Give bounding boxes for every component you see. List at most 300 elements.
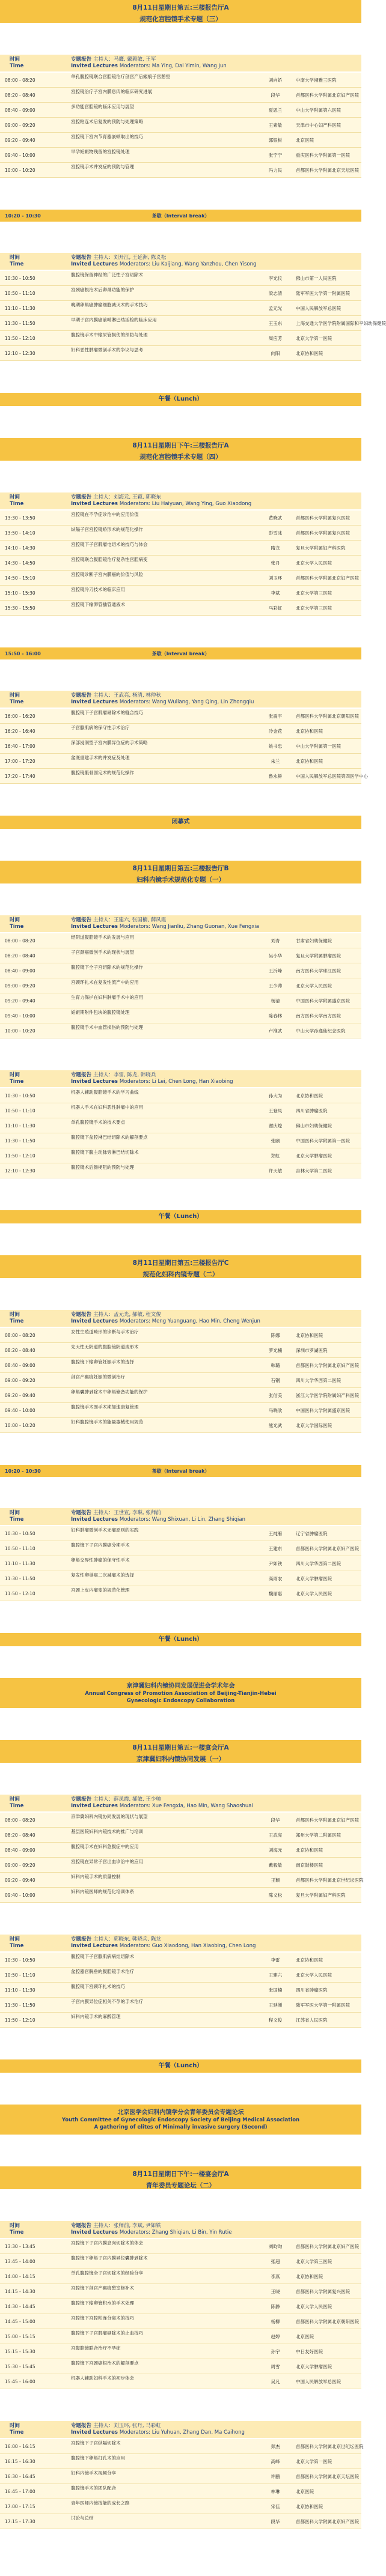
row-time: 10:50 - 11:10 xyxy=(5,1546,35,1551)
row-speaker: 张超 xyxy=(271,2259,280,2264)
row-speaker: 刘青 xyxy=(271,938,280,944)
row-affiliation: 首都医科大学附属复兴医院 xyxy=(296,515,350,521)
moderator-prefix: 主持人： xyxy=(93,1796,114,1802)
moderator-prefix-en: Moderators: xyxy=(119,63,152,69)
row-affiliation: 佛山市第一人民医院 xyxy=(296,276,337,281)
table-row xyxy=(0,2454,361,2469)
row-time: 08:00 - 08:20 xyxy=(5,1333,35,1338)
row-speaker: 李燕 xyxy=(271,2274,280,2279)
lecture-label: Invited Lectures xyxy=(71,1318,120,1324)
row-title: 腹腔镜手术中输尿管损伤的预防与处理 xyxy=(71,332,148,338)
table-row xyxy=(0,316,386,331)
table-row xyxy=(0,709,361,724)
row-title: 妇科内镜手术的麻醉管理 xyxy=(71,2014,121,2019)
moderator-prefix: 主持人： xyxy=(93,917,114,923)
lecture-label: Invited Lectures xyxy=(71,1079,120,1085)
moderators-line-en xyxy=(71,1318,260,1325)
table-row xyxy=(0,1418,361,1433)
row-speaker: 杨柳 xyxy=(271,2319,280,2324)
moderator-names-cn: 刘海元, 王颖, 郭晓东 xyxy=(113,494,161,500)
table-row xyxy=(0,963,361,978)
report-label: 专题报告 xyxy=(71,2223,93,2229)
lecture-label: Invited Lectures xyxy=(71,924,120,930)
table-row xyxy=(0,1953,361,1968)
row-title: 单孔腹腔镜手术的技术要点 xyxy=(71,1120,125,1125)
row-affiliation: 中山大学孙逸仙纪念医院 xyxy=(296,1028,346,1034)
row-title: 腹腔镜下子宫肌瘤剔除术的止血技巧 xyxy=(71,2330,143,2336)
row-time: 16:45 - 17:00 xyxy=(5,2489,35,2494)
row-time: 10:30 - 10:50 xyxy=(5,1093,35,1099)
row-affiliation: 北京大学肿瘤医院 xyxy=(296,1576,332,1581)
row-affiliation: 首都医科大学附属北京天坛医院 xyxy=(296,168,359,173)
row-speaker: 杨清 xyxy=(271,998,280,1004)
row-title: 腹腔镜手术围手术期加速康复管理 xyxy=(71,1404,139,1410)
time-label-en: Time xyxy=(10,1803,24,1809)
row-title: 宫腔镜下宫腔粘连分离术的技巧 xyxy=(71,2315,134,2321)
moderator-names-en: Wang Shixuan, Li Lin, Zhang Shiqian xyxy=(152,1517,245,1523)
row-time: 11:30 - 11:50 xyxy=(5,321,35,326)
row-time: 11:30 - 11:50 xyxy=(5,1576,35,1581)
row-affiliation: 首都医科大学附属复兴医院 xyxy=(296,2289,350,2294)
row-time: 11:10 - 11:30 xyxy=(5,1123,35,1129)
session-table-header xyxy=(0,2221,361,2238)
row-time: 14:10 - 14:30 xyxy=(5,545,35,551)
row-affiliation: 中国人民解放军总医院第四医学中心 xyxy=(296,774,368,779)
report-label: 专题报告 xyxy=(71,494,93,500)
row-title: 深部浸润型子宫内膜异位症的手术策略 xyxy=(71,740,148,745)
moderators-header xyxy=(71,56,227,70)
row-affiliation: 北京大学人民医院 xyxy=(296,1591,332,1596)
row-speaker: 王颖 xyxy=(271,1877,280,1883)
session-table-header xyxy=(0,691,361,708)
row-title: 宫腔镜下子宫肌瘤电切术的技巧与体会 xyxy=(71,542,148,547)
table-row xyxy=(0,148,361,163)
time-column-header xyxy=(10,2423,23,2436)
table-row xyxy=(0,1813,361,1828)
row-title: 妇科恶性肿瘤微创手术的争议与思考 xyxy=(71,347,143,353)
table-row xyxy=(0,1373,361,1388)
row-time: 11:30 - 11:50 xyxy=(5,2002,35,2008)
moderator-prefix-en: Moderators: xyxy=(119,1079,152,1085)
row-title: 讨论与总结 xyxy=(71,2515,94,2521)
row-time: 10:00 - 10:20 xyxy=(5,168,35,173)
moderator-names-cn: 王世宣, 李琳, 张师前 xyxy=(113,1510,161,1516)
session-table-header xyxy=(0,492,361,509)
row-speaker: 朱兰 xyxy=(271,759,280,764)
row-time: 16:00 - 16:20 xyxy=(5,714,35,719)
time-column-header xyxy=(10,2223,23,2236)
tea-break-row xyxy=(0,1465,361,1477)
moderators-line-en xyxy=(71,2429,245,2436)
lecture-label: Invited Lectures xyxy=(71,2429,120,2435)
moderators-line-cn xyxy=(71,692,254,699)
moderators-line-en xyxy=(71,924,259,930)
row-time: 08:40 - 09:00 xyxy=(5,968,35,974)
row-affiliation: 首都医科大学附属北京世纪坛医院 xyxy=(296,2444,364,2449)
moderator-names-en: Guo Xiaodong, Han Xiaobing, Chen Long xyxy=(152,1943,256,1949)
row-affiliation: 北京协和医院 xyxy=(296,2274,323,2279)
row-speaker: 李雷 xyxy=(271,1957,280,1963)
time-column-header xyxy=(10,255,23,268)
session-rows xyxy=(0,709,368,784)
row-speaker: 石钢 xyxy=(271,1378,280,1383)
row-time: 16:20 - 16:40 xyxy=(5,729,35,734)
row-time: 15:30 - 15:45 xyxy=(5,2364,35,2369)
moderator-prefix-en: Moderators: xyxy=(119,2229,152,2235)
row-title: 生育力保护在妇科肿瘤手术中的应用 xyxy=(71,995,143,1000)
row-time: 15:10 - 15:30 xyxy=(5,590,35,596)
moderators-header xyxy=(71,2423,245,2436)
time-column-header xyxy=(10,494,23,508)
table-row xyxy=(0,1403,361,1418)
moderators-line-en xyxy=(71,1803,253,1810)
session-rows xyxy=(0,1328,361,1433)
table-row xyxy=(0,1968,361,1983)
row-affiliation: 北京大学第一医院 xyxy=(296,336,332,341)
moderators-header xyxy=(71,1936,256,1950)
moderators-header xyxy=(71,494,251,508)
time-label-en: Time xyxy=(10,2229,24,2235)
row-affiliation: 中国医科大学附属盛京医院 xyxy=(296,998,350,1004)
row-speaker: 陈义松 xyxy=(268,1893,283,1898)
time-label-en: Time xyxy=(10,1943,24,1949)
row-speaker: 程文俊 xyxy=(268,2017,283,2023)
row-affiliation: 北京医院 xyxy=(296,2334,314,2339)
row-affiliation: 陆军军医大学第一附属医院 xyxy=(296,291,350,296)
row-affiliation: 首都医科大学附属北京妇产医院 xyxy=(296,1546,359,1551)
row-speaker: 段华 xyxy=(271,92,280,98)
break-label: 茶歇（Interval break） xyxy=(152,213,210,219)
report-label: 专题报告 xyxy=(71,1510,93,1516)
row-affiliation: 北京大学人民医院 xyxy=(296,1972,332,1978)
row-affiliation: 四川大学华西第二医院 xyxy=(296,1378,341,1383)
row-title: 腹腔镜下卵巢打孔术的应用 xyxy=(71,2455,125,2461)
row-affiliation: 辽宁省肿瘤医院 xyxy=(296,1531,328,1536)
row-affiliation: 首都医科大学附属北京世纪坛医院 xyxy=(296,1877,364,1883)
row-time: 08:40 - 09:00 xyxy=(5,108,35,113)
row-title: 腹腔镜下宫颈环扎术的技巧 xyxy=(71,1984,125,1989)
time-label-cn: 时间 xyxy=(10,255,20,261)
moderator-prefix: 主持人： xyxy=(93,255,114,261)
session-table-header xyxy=(0,2421,361,2438)
row-time: 14:50 - 15:10 xyxy=(5,575,35,581)
row-title: 宫腔镜下输卵管插管通液术 xyxy=(71,602,125,607)
row-time: 08:40 - 09:00 xyxy=(5,1847,35,1853)
time-column-header xyxy=(10,1510,23,1523)
row-time: 09:00 - 09:20 xyxy=(5,983,35,989)
row-affiliation: 四川省肿瘤医院 xyxy=(296,1108,328,1114)
row-time: 17:00 - 17:15 xyxy=(5,2504,35,2509)
table-row xyxy=(0,1828,361,1843)
moderators-header xyxy=(71,1796,253,1810)
row-time: 17:20 - 17:40 xyxy=(5,774,35,779)
row-speaker: 向阳 xyxy=(271,351,280,356)
row-affiliation: 北京医院 xyxy=(296,2489,314,2494)
moderators-line-en xyxy=(71,2229,232,2236)
table-row xyxy=(0,1358,361,1373)
row-affiliation: 北京大学肿瘤医院 xyxy=(296,1153,332,1159)
row-affiliation: 首都医科大学附属北京妇产医院 xyxy=(296,1817,359,1823)
moderators-line-cn xyxy=(71,494,251,501)
row-title: 宫腔粘连术后复发的预防与处理策略 xyxy=(71,119,143,124)
row-title: 宫腔镜下子宫纵隔切除术 xyxy=(71,2440,121,2446)
time-label-en: Time xyxy=(10,63,24,69)
row-affiliation: 深圳市罗湖医院 xyxy=(296,1348,328,1353)
time-column-header xyxy=(10,1796,23,1810)
report-label: 专题报告 xyxy=(71,1936,93,1942)
table-row xyxy=(0,1556,361,1571)
table-row xyxy=(0,1388,361,1403)
table-row xyxy=(0,286,361,301)
forum-banner xyxy=(0,2105,361,2135)
row-affiliation: 北京协和医院 xyxy=(296,1333,323,1338)
moderator-names-en: Liu Haiyuan, Wang Ying, Guo Xiaodong xyxy=(152,501,252,507)
row-title: 子宫内膜异位症相关不孕的手术治疗 xyxy=(71,1999,143,2004)
session-rows xyxy=(0,1813,364,1903)
table-row xyxy=(0,1118,361,1133)
row-title: 腹腔镜手术中血管损伤的预防与处理 xyxy=(71,1025,143,1030)
moderators-header xyxy=(71,1312,260,1325)
table-row xyxy=(0,1103,361,1118)
table-row xyxy=(0,163,361,178)
row-title: 宫腔镜治疗子宫内膜息肉的临床研究进展 xyxy=(71,89,152,94)
row-speaker: 彭雪冰 xyxy=(268,530,283,536)
row-speaker: 戴毅敏 xyxy=(268,1862,283,1868)
table-row xyxy=(0,1858,361,1873)
row-title: 早期子宫内膜癌前哨淋巴结活检的临床应用 xyxy=(71,317,157,323)
row-affiliation: 复旦大学附属妇产科医院 xyxy=(296,545,346,551)
moderator-names-cn: 薛凤霞, 郝敏, 王少帅 xyxy=(113,1796,161,1802)
row-speaker: 夏恩兰 xyxy=(268,108,283,113)
row-time: 15:15 - 15:30 xyxy=(5,2349,35,2354)
table-row xyxy=(0,511,361,526)
break-time: 10:20 - 10:30 xyxy=(5,213,41,219)
row-speaker: 陈娜 xyxy=(271,1333,280,1338)
row-title: 盆腔器官脱垂的腹腔镜手术治疗 xyxy=(71,1969,134,1974)
table-row xyxy=(0,73,361,88)
moderator-prefix-en: Moderators: xyxy=(119,2429,152,2435)
row-time: 11:50 - 12:10 xyxy=(5,2017,35,2023)
row-time: 11:10 - 11:30 xyxy=(5,1987,35,1993)
moderators-line-en xyxy=(71,699,254,706)
row-title: 京津冀妇科内镜协同发展的现状与展望 xyxy=(71,1814,148,1819)
session-rows xyxy=(0,1953,361,2028)
moderators-line-en xyxy=(71,501,251,508)
table-row xyxy=(0,1163,361,1178)
row-affiliation: 天津市中心妇产科医院 xyxy=(296,123,341,128)
moderator-names-cn: 孟元光, 郝敏, 程文俊 xyxy=(113,1312,161,1318)
row-affiliation: 中国医科大学附属盛京医院 xyxy=(296,1408,350,1413)
session-rows xyxy=(0,1088,361,1178)
lecture-label: Invited Lectures xyxy=(71,63,120,69)
moderator-prefix-en: Moderators: xyxy=(119,1803,152,1809)
row-affiliation: 复旦大学附属妇产科医院 xyxy=(296,1893,346,1898)
row-affiliation: 北京大学人民医院 xyxy=(296,560,332,566)
row-time: 12:10 - 12:30 xyxy=(5,1168,35,1174)
row-title: 女性生殖道畸形的诊断与手术治疗 xyxy=(71,1329,139,1335)
table-row xyxy=(0,133,361,148)
row-title: 纵隔子宫宫腔镜矫形术的规范化操作 xyxy=(71,527,143,532)
session-venue: 8月11日星期日下午:一楼宴会厅A xyxy=(132,2171,229,2178)
row-speaker: 王沂峰 xyxy=(268,968,283,974)
row-time: 16:30 - 16:45 xyxy=(5,2474,35,2479)
row-speaker: 王玉东 xyxy=(268,321,283,326)
row-time: 10:30 - 10:50 xyxy=(5,1957,35,1963)
row-title: 腹腔镜骶骨固定术的规范化操作 xyxy=(71,770,134,775)
table-row xyxy=(0,1328,361,1343)
table-row xyxy=(0,1148,361,1163)
table-row xyxy=(0,2359,361,2374)
forum-title-cn: 北京医学会妇科内镜学分会青年委员会专题论坛 xyxy=(117,2109,244,2116)
moderator-names-cn: 王武亮, 杨清, 林仲秋 xyxy=(113,692,161,699)
tea-break-row xyxy=(0,647,361,659)
row-title: 宫颈上皮内瘤变的规范化管理 xyxy=(71,1587,130,1593)
row-title: 基层医院妇科内镜技术的推广与培训 xyxy=(71,1829,143,1834)
row-title: 宫腔镜在不孕症诊治中的应用价值 xyxy=(71,512,139,517)
row-speaker: 王建东 xyxy=(268,1546,283,1551)
row-affiliation: 吉林大学第二医院 xyxy=(296,1168,332,1174)
row-title: 妇科内镜手术视频分享 xyxy=(71,2470,116,2476)
time-column-header xyxy=(10,56,23,70)
time-label-en: Time xyxy=(10,2429,24,2435)
row-title: 卵巢交界性肿瘤的保守性手术 xyxy=(71,1557,130,1563)
row-affiliation: 首都医科大学附属北京妇产医院 xyxy=(296,2519,359,2524)
row-affiliation: 北京协和医院 xyxy=(296,2504,323,2509)
moderators-line-en xyxy=(71,261,256,268)
table-row xyxy=(0,2284,361,2299)
table-row xyxy=(0,2439,364,2454)
row-time: 15:45 - 16:00 xyxy=(5,2379,35,2384)
table-row xyxy=(0,1343,361,1358)
row-time: 12:10 - 12:30 xyxy=(5,351,35,356)
time-label-en: Time xyxy=(10,501,24,507)
row-title: 宫腔镜联合腹腔镜治疗复杂性宫腔病变 xyxy=(71,557,148,562)
table-row xyxy=(0,556,361,571)
moderators-line-cn xyxy=(71,1510,245,1517)
row-speaker: 宋佳 xyxy=(271,2504,280,2509)
session-rows xyxy=(0,2239,361,2389)
session-rows xyxy=(0,1526,361,1601)
row-time: 11:50 - 12:10 xyxy=(5,1591,35,1596)
session-table-header xyxy=(0,1070,361,1087)
report-label: 专题报告 xyxy=(71,1072,93,1078)
break-time: 15:50 - 16:00 xyxy=(5,651,41,656)
table-row xyxy=(0,2314,361,2329)
row-time: 10:00 - 10:20 xyxy=(5,1423,35,1428)
row-title: 宫腔镜手术并发症的预防与管理 xyxy=(71,164,134,169)
row-speaker: 王素敏 xyxy=(268,123,283,128)
row-affiliation: 北京协和医院 xyxy=(296,1847,323,1853)
session-venue: 8月11日星期日第五:三楼报告厅C xyxy=(132,1259,229,1267)
time-label-en: Time xyxy=(10,924,24,930)
row-time: 08:20 - 08:40 xyxy=(5,1348,35,1353)
moderator-names-en: Ma Ying, Dai Yimin, Wang Jun xyxy=(152,63,227,69)
moderator-prefix-en: Moderators: xyxy=(119,1318,152,1324)
table-row xyxy=(0,2499,361,2514)
row-affiliation: 北京大学第一医院 xyxy=(296,2459,332,2464)
row-time: 14:30 - 14:45 xyxy=(5,2304,35,2309)
table-row xyxy=(0,118,361,133)
moderators-line-cn xyxy=(71,2223,232,2229)
session-banner xyxy=(0,438,361,461)
row-title: 晚期卵巢癌肿瘤细胞减灭术的手术技巧 xyxy=(71,302,148,308)
lunch-divider: 午餐（Lunch） xyxy=(0,1210,361,1223)
row-time: 09:00 - 09:20 xyxy=(5,1378,35,1383)
table-row xyxy=(0,601,361,616)
time-label-cn: 时间 xyxy=(10,1510,20,1516)
session-rows xyxy=(0,933,361,1038)
row-speaker: 冯力民 xyxy=(268,168,283,173)
time-label-cn: 时间 xyxy=(10,2223,20,2229)
row-speaker: 陈春林 xyxy=(268,1013,283,1019)
row-speaker: 刘向娇 xyxy=(268,77,283,83)
report-label: 专题报告 xyxy=(71,692,93,699)
moderators-line-cn xyxy=(71,56,227,63)
moderators-header xyxy=(71,1072,233,1085)
lecture-label: Invited Lectures xyxy=(71,1943,120,1949)
table-row xyxy=(0,948,361,963)
row-affiliation: 北京协和医院 xyxy=(296,729,323,734)
row-title: 宫腔镜诊断子宫内膜癌的价值与风险 xyxy=(71,572,143,577)
table-row xyxy=(0,1526,361,1541)
tea-break-row xyxy=(0,210,361,222)
row-title: 腹腔镜下卵巢子宫内膜异位囊肿剥除术 xyxy=(71,2255,148,2261)
time-label-cn: 时间 xyxy=(10,1796,20,1802)
moderator-prefix-en: Moderators: xyxy=(119,261,152,267)
row-title: 卵巢囊肿剥除术中卵巢储备功能的保护 xyxy=(71,1389,148,1395)
row-speaker: 隋龙 xyxy=(271,545,280,551)
table-row xyxy=(0,2344,361,2359)
table-row xyxy=(0,1843,361,1858)
row-speaker: 李光仪 xyxy=(268,276,283,281)
session-table-header xyxy=(0,1935,361,1951)
table-row xyxy=(0,1008,361,1023)
time-label-en: Time xyxy=(10,1517,24,1523)
row-title: 腹腔镜术后肠梗阻的预防与处理 xyxy=(71,1165,134,1170)
moderator-names-en: Zhang Shiqian, Li Bin, Yin Rutie xyxy=(152,2229,232,2235)
lecture-label: Invited Lectures xyxy=(71,1517,120,1523)
table-row xyxy=(0,724,361,739)
row-speaker: 张信美 xyxy=(268,1393,283,1398)
row-time: 08:00 - 08:20 xyxy=(5,77,35,83)
moderator-names-en: Wang Jianliu, Zhang Guonan, Xue Fengxia xyxy=(152,924,259,930)
row-affiliation: 中山大学附属第六医院 xyxy=(296,108,341,113)
row-affiliation: 首都医科大学附属复兴医院 xyxy=(296,530,350,536)
lecture-label: Invited Lectures xyxy=(71,501,120,507)
row-speaker: 罗光楠 xyxy=(268,1348,283,1353)
row-speaker: 马晓欣 xyxy=(268,1408,283,1413)
row-title: 子宫颈癌微创手术的现状与展望 xyxy=(71,950,134,955)
row-time: 09:40 - 10:00 xyxy=(5,1408,35,1413)
row-title: 单孔腹腔镜全子宫切除术的经验分享 xyxy=(71,2270,143,2276)
session-banner xyxy=(0,2166,361,2189)
session-table-header xyxy=(0,1508,361,1525)
moderator-names-cn: 刘玉环, 张丹, 马彩虹 xyxy=(113,2423,161,2429)
row-speaker: 尹如铁 xyxy=(268,1561,283,1566)
row-affiliation: 北京大学人民医院 xyxy=(296,2304,332,2309)
row-speaker: 林琳 xyxy=(271,2489,280,2494)
report-label: 专题报告 xyxy=(71,255,93,261)
table-row xyxy=(0,2484,361,2499)
row-speaker: 陈静 xyxy=(271,2304,280,2309)
session-venue: 8月11日星期日第五:三楼报告厅A xyxy=(132,4,229,11)
row-speaker: 周应芳 xyxy=(268,336,283,341)
row-title: 剖宫产瘢痕妊娠的微创治疗 xyxy=(71,1374,125,1380)
break-label: 茶歇（Interval break） xyxy=(152,651,210,656)
session-rows xyxy=(0,511,361,616)
table-row xyxy=(0,1873,364,1888)
row-title: 宫颈环扎术在复发性流产中的应用 xyxy=(71,980,139,985)
